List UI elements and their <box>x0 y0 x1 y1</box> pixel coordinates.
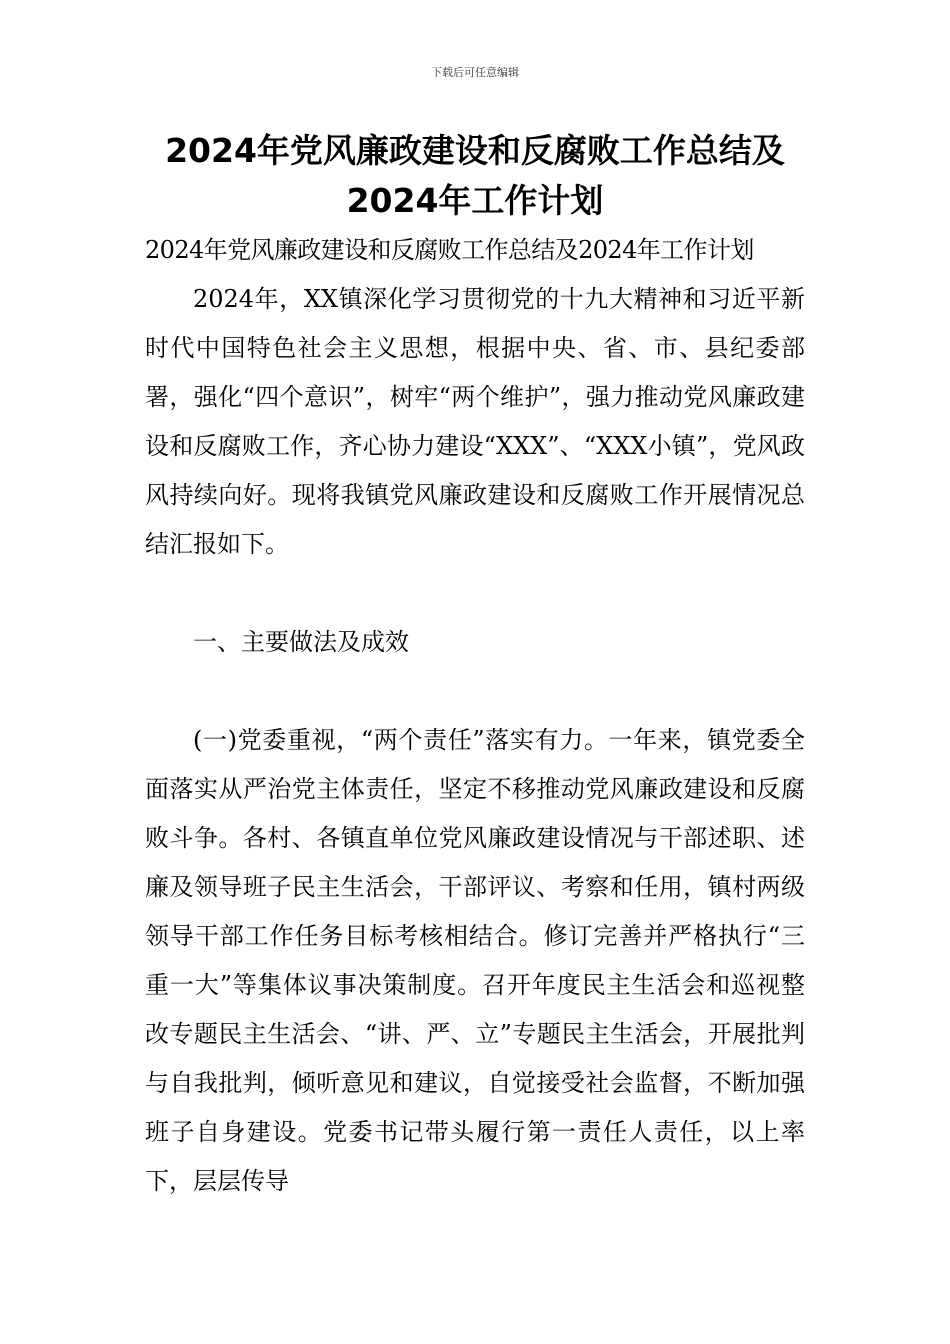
document-body <box>145 226 805 1206</box>
header-note: 下载后可任意编辑 <box>431 66 519 79</box>
title-line-2: 2024年工作计划 <box>346 181 604 220</box>
intro-paragraph: 2024年，XX镇深化学习贯彻党的十九大精神和习近平新时代中国特色社会主义思想，根据中央、省、市、县纪委部署，强化“四个意识”，树牢“两个维护”，强力推动党风廉政建设和反腐败工作，齐心协力建设“XXX”、“XXX小镇”，党风政风持续向好。现将我镇党风廉政建设和反腐败工作开展情况总结汇报如下。 <box>145 285 805 558</box>
document-subtitle: 2024年党风廉政建设和反腐败工作总结及2024年工作计划 <box>145 236 754 264</box>
document-title <box>110 126 840 226</box>
section-heading: 一、主要做法及成效 <box>193 628 409 656</box>
body-paragraph: (一)党委重视，“两个责任”落实有力。一年来，镇党委全面落实从严治党主体责任，坚定不移推动党风廉政建设和反腐败斗争。各村、各镇直单位党风廉政建设情况与干部述职、述廉及领导班子民主生活会，干部评议、考察和任用，镇村两级领导干部工作任务目标考核相结合。修订完善并严格执行“三重一大”等集体议事决策制度。召开年度民主生活会和巡视整改专题民主生活会、“讲、严、立”专题民主生活会，开展批判与自我批判，倾听意见和建议，自觉接受社会监督，不断加强班子自身建设。党委书记带头履行第一责任人责任，以上率下，层层传导 <box>145 726 805 1195</box>
paragraph-gap <box>145 667 805 716</box>
paragraph-gap <box>145 569 805 618</box>
title-line-1: 2024年党风廉政建设和反腐败工作总结及 <box>165 131 785 170</box>
